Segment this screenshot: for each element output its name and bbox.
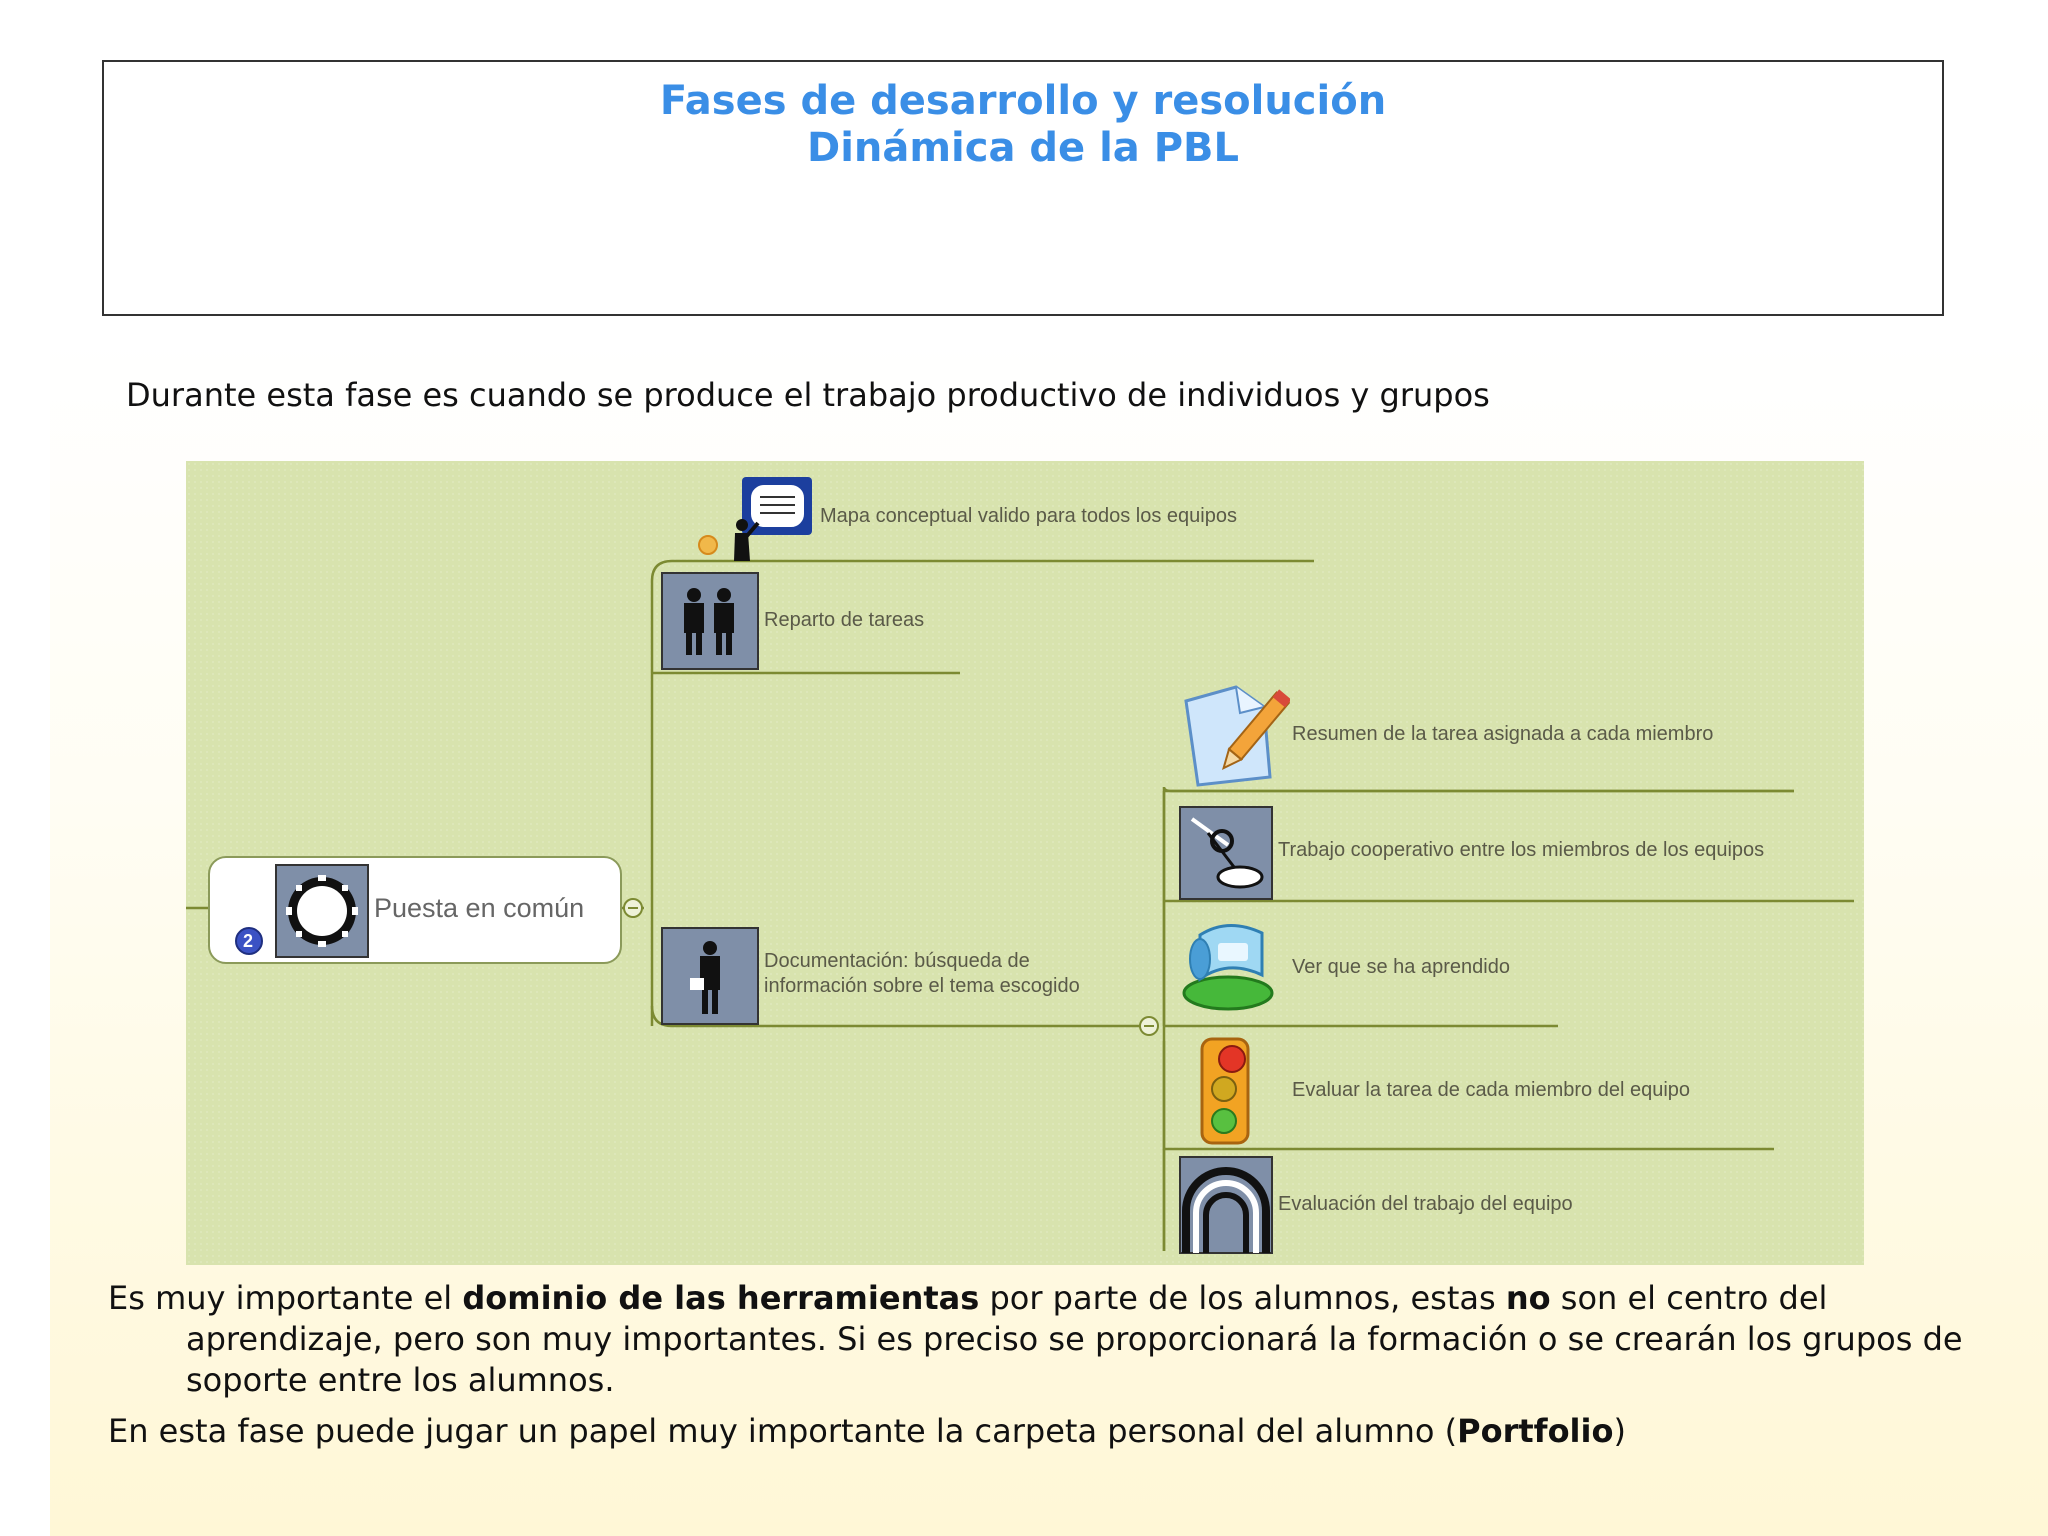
gear-circle-icon: [274, 863, 370, 959]
p2-text-c: ): [1613, 1412, 1626, 1450]
p1-text-c: por parte de los alumnos, estas: [979, 1279, 1506, 1317]
p2-bold-portfolio: Portfolio: [1457, 1412, 1614, 1450]
central-node-label: Puesta en común: [374, 893, 585, 923]
p1-text-a: Es muy importante el: [108, 1279, 463, 1317]
learning-icon: [1178, 909, 1278, 1019]
node-reparto-label: Reparto de tareas: [764, 609, 925, 631]
presenter-icon: [698, 475, 814, 571]
paragraph-herramientas: [108, 1278, 1988, 1401]
mindmap-panel: [186, 461, 1864, 1265]
subnode-evaluacion-label: Evaluación del trabajo del equipo: [1278, 1193, 1573, 1215]
title-line-2: Dinámica de la PBL: [806, 125, 1239, 171]
node-documentacion-label-2: información sobre el tema escogido: [764, 975, 1080, 997]
p1-bold-no: no: [1505, 1279, 1551, 1317]
title-line-1: Fases de desarrollo y resolución: [659, 78, 1387, 124]
title-box: [102, 60, 1944, 316]
subnode-ver-label: Ver que se ha aprendido: [1292, 956, 1510, 978]
p2-text-a: En esta fase puede jugar un papel muy importante la carpeta personal del alumno (: [108, 1412, 1458, 1450]
people-icon: [660, 571, 760, 671]
node-mapa-label: Mapa conceptual valido para todos los equipos: [820, 505, 1237, 527]
subnode-trabajo-label: Trabajo cooperativo entre los miembros de los equipos: [1278, 839, 1765, 861]
central-badge: 2: [243, 931, 254, 951]
node-documentacion-label-1: Documentación: búsqueda de: [764, 950, 1030, 972]
pencil-document-icon: [1178, 679, 1290, 789]
subnode-evaluar-label: Evaluar la tarea de cada miembro del equipo: [1292, 1079, 1691, 1101]
p1-bold-dominio: dominio de las herramientas: [462, 1279, 980, 1317]
paragraph-portfolio: [108, 1411, 1988, 1452]
intro-text: Durante esta fase es cuando se produce el trabajo productivo de individuos y grupos: [126, 376, 1490, 414]
traffic-light-icon: [1192, 1035, 1262, 1149]
subnode-resumen-label: Resumen de la tarea asignada a cada miembro: [1292, 723, 1714, 745]
body-text: [108, 1278, 1988, 1452]
arch-icon: [1178, 1155, 1274, 1255]
person-document-icon: [660, 926, 760, 1026]
p1-text-e: son el centro del aprendizaje, pero son muy importantes. Si es preciso se proporcionará la formación o se crearán los grupos de soporte entre los alumnos.: [186, 1279, 1963, 1399]
tools-icon: [1178, 805, 1274, 901]
